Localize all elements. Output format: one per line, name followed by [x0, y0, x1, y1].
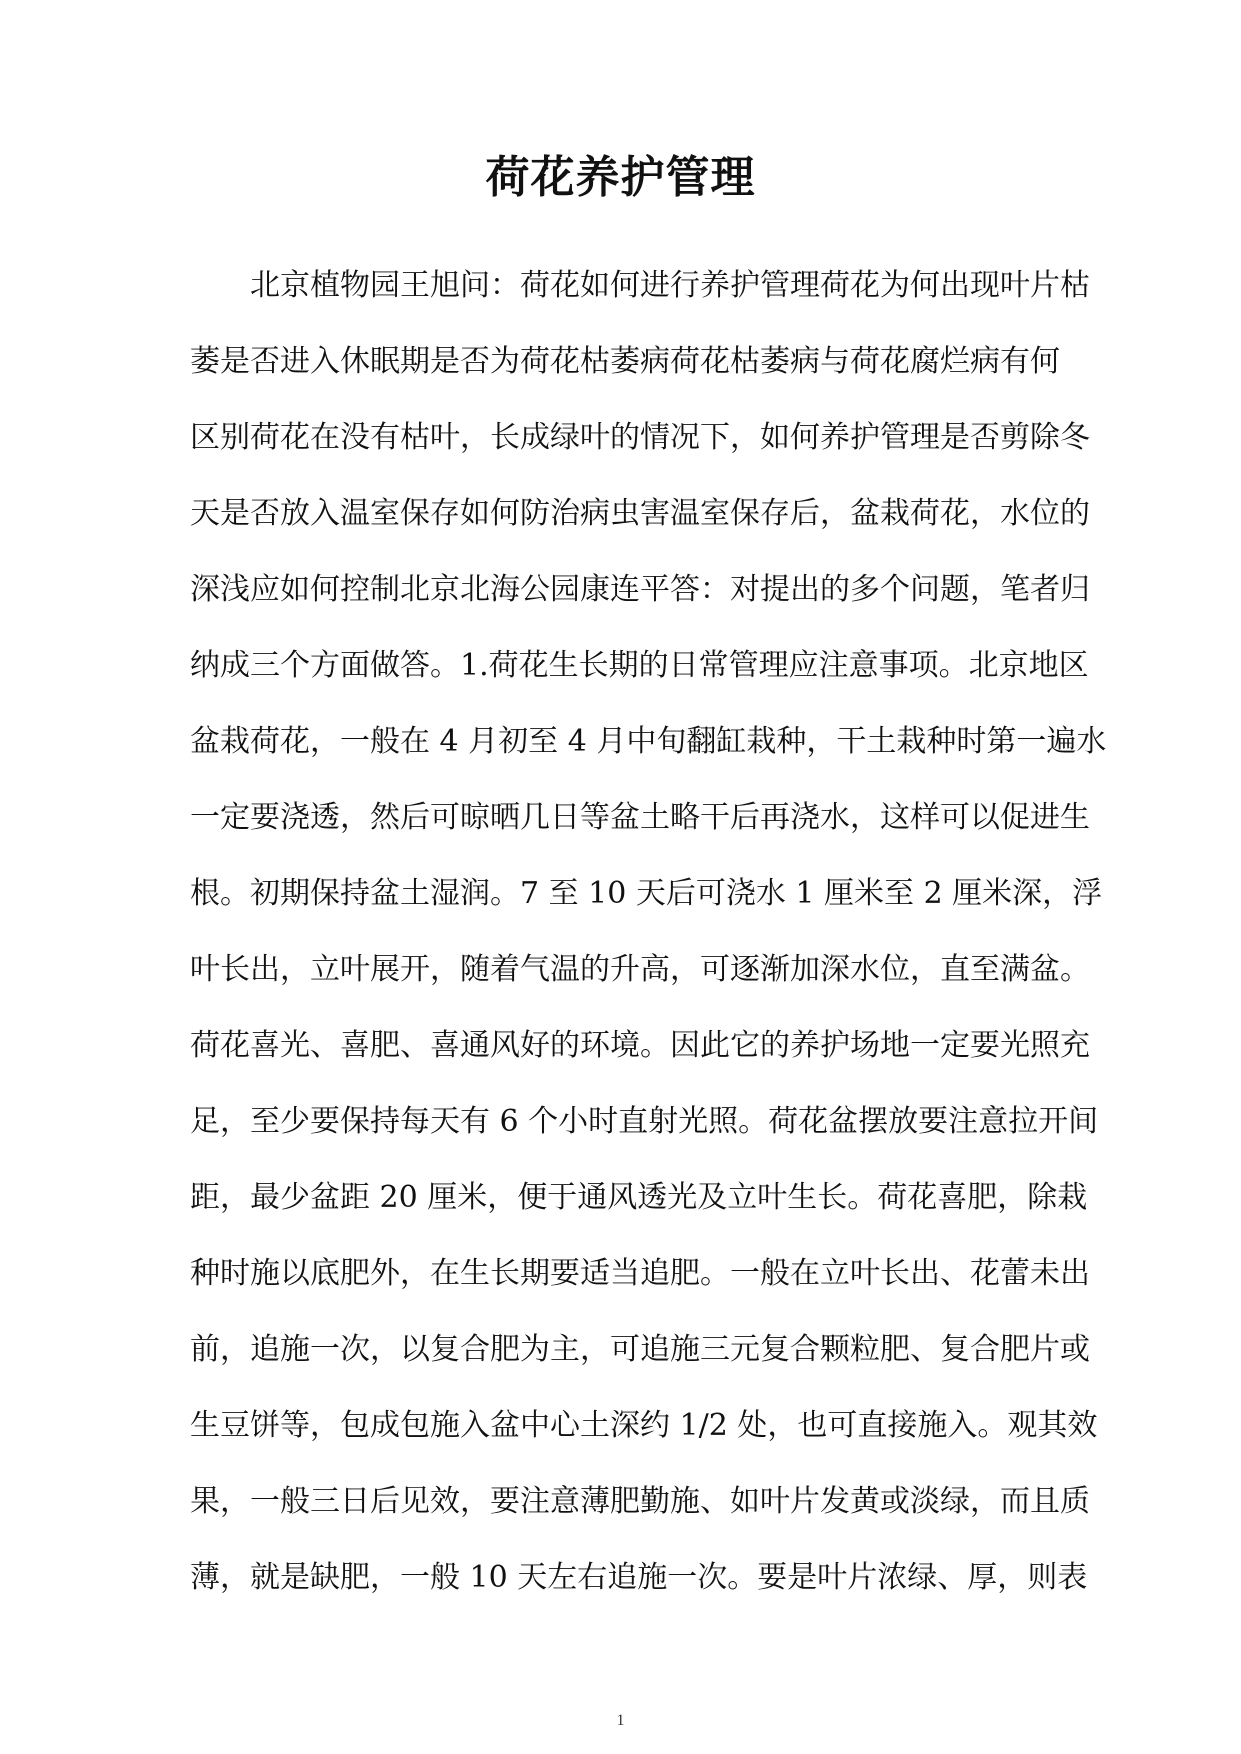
body-line: 足，至少要保持每天有 6 个小时直射光照。荷花盆摆放要注意拉开间 — [190, 1104, 1099, 1139]
document-title: 荷花养护管理 — [485, 152, 756, 203]
body-line: 深浅应如何控制北京北海公园康连平答：对提出的多个问题，笔者归 — [190, 572, 1090, 607]
body-line: 薄，就是缺肥，一般 10 天左右追施一次。要是叶片浓绿、厚，则表 — [190, 1560, 1088, 1595]
body-line: 果，一般三日后见效，要注意薄肥勤施、如叶片发黄或淡绿，而且质 — [190, 1484, 1090, 1519]
body-line: 荷花喜光、喜肥、喜通风好的环境。因此它的养护场地一定要光照充 — [190, 1028, 1090, 1063]
body-line: 前，追施一次，以复合肥为主，可追施三元复合颗粒肥、复合肥片或 — [190, 1332, 1090, 1367]
document-body — [190, 256, 1107, 1624]
body-line: 生豆饼等，包成包施入盆中心土深约 1/2 处，也可直接施入。观其效 — [190, 1408, 1098, 1443]
body-line: 种时施以底肥外，在生长期要适当追肥。一般在立叶长出、花蕾未出 — [190, 1256, 1090, 1291]
body-line: 北京植物园王旭问：荷花如何进行养护管理荷花为何出现叶片枯 — [250, 268, 1090, 303]
page-number: 1 — [616, 1712, 625, 1729]
body-line: 萎是否进入休眠期是否为荷花枯萎病荷花枯萎病与荷花腐烂病有何 — [190, 344, 1060, 379]
body-line: 盆栽荷花，一般在 4 月初至 4 月中旬翻缸栽种，干土栽种时第一遍水 — [190, 724, 1107, 759]
body-line: 距，最少盆距 20 厘米，便于通风透光及立叶生长。荷花喜肥，除栽 — [190, 1180, 1088, 1215]
body-line: 叶长出，立叶展开，随着气温的升高，可逐渐加深水位，直至满盆。 — [190, 952, 1090, 987]
body-line: 一定要浇透，然后可晾晒几日等盆土略干后再浇水，这样可以促进生 — [190, 800, 1090, 835]
body-line: 纳成三个方面做答。1.荷花生长期的日常管理应注意事项。北京地区 — [190, 648, 1089, 683]
body-line: 天是否放入温室保存如何防治病虫害温室保存后，盆栽荷花，水位的 — [190, 496, 1090, 531]
body-line: 区别荷花在没有枯叶，长成绿叶的情况下，如何养护管理是否剪除冬 — [190, 420, 1090, 455]
body-line: 根。初期保持盆土湿润。7 至 10 天后可浇水 1 厘米至 2 厘米深，浮 — [190, 876, 1103, 911]
